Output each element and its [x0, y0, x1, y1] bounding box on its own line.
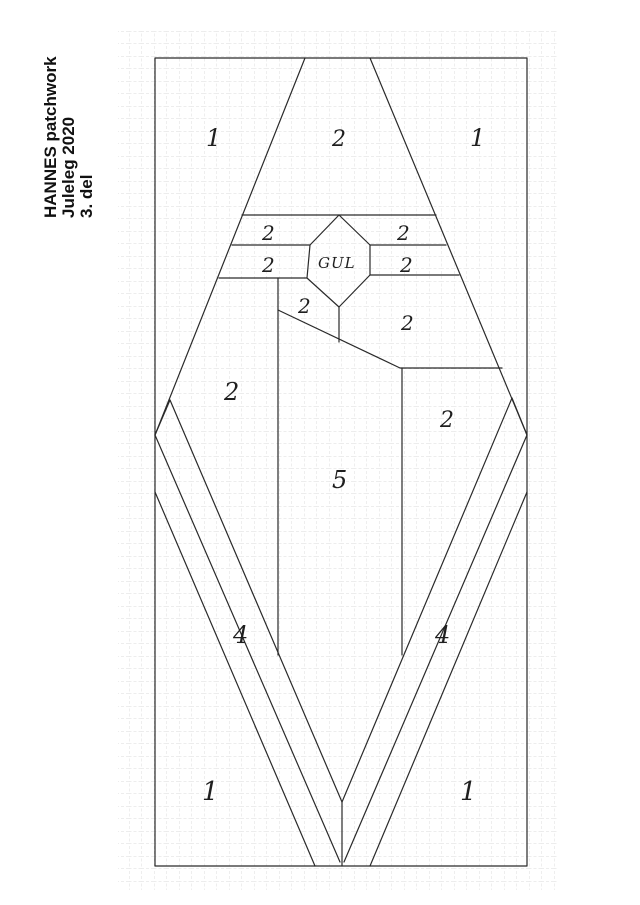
- label-small-piece: 2: [298, 294, 311, 318]
- header-line-3: 3. del: [77, 174, 96, 218]
- label-center-body: 5: [332, 466, 348, 494]
- label-right-piece: 2: [401, 311, 414, 335]
- label-band2-left: 2: [262, 253, 275, 277]
- label-left-mid: 2: [224, 378, 240, 406]
- label-center: GUL: [318, 254, 356, 272]
- header-line-2: Juleleg 2020: [59, 116, 78, 218]
- label-bottom-right: 1: [460, 777, 477, 807]
- label-top-center: 2: [332, 127, 346, 152]
- graph-paper-grid: [118, 30, 558, 890]
- label-right-mid: 2: [440, 408, 454, 433]
- label-bottom-left: 1: [202, 777, 219, 807]
- label-top-right: 1: [470, 124, 486, 152]
- label-band1-left: 2: [262, 221, 275, 245]
- label-top-left: 1: [206, 124, 222, 152]
- label-right-lower: 4: [435, 621, 451, 649]
- label-band1-right: 2: [397, 221, 410, 245]
- pattern-header: [41, 56, 96, 218]
- header-line-1: HANNES patchwork: [41, 56, 60, 218]
- label-left-lower: 4: [233, 621, 249, 649]
- label-band2-right: 2: [400, 253, 413, 277]
